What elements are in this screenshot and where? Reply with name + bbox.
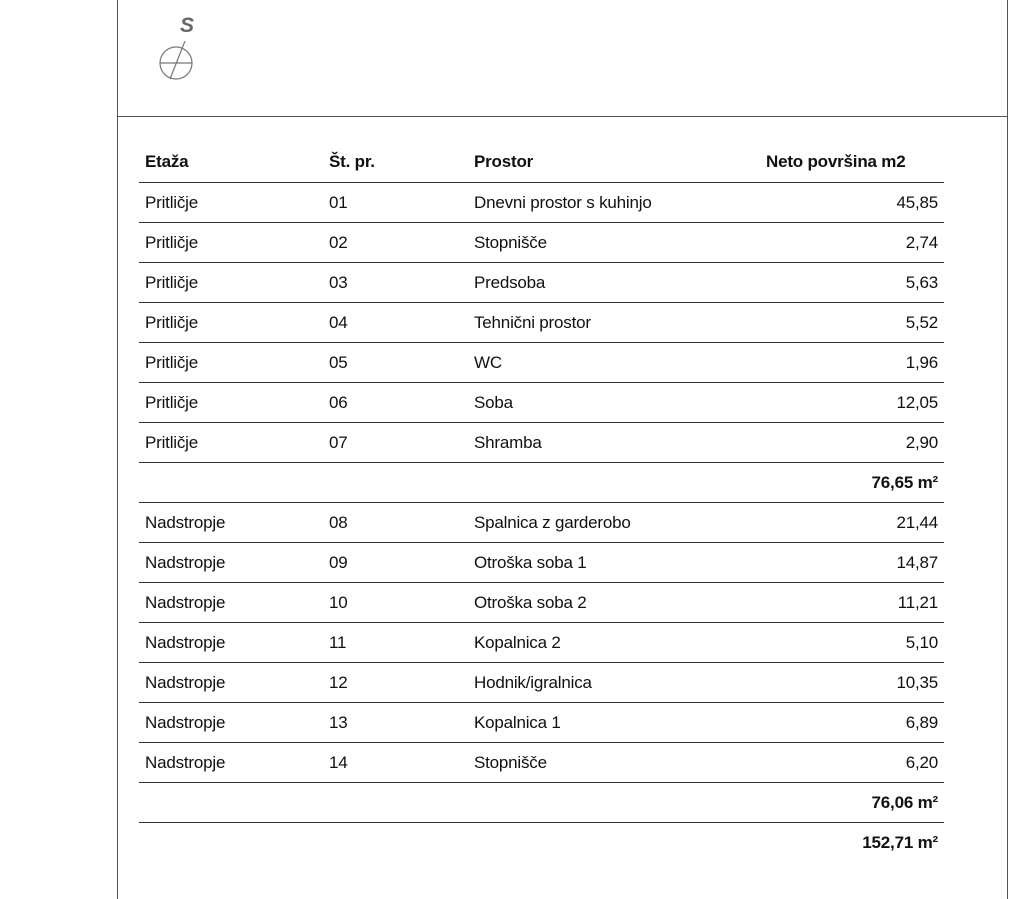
cell-etaza: Nadstropje — [139, 703, 323, 743]
cell-room-number: 01 — [323, 183, 468, 223]
cell-etaza: Nadstropje — [139, 743, 323, 783]
table-row — [139, 583, 944, 623]
cell-room-number: 04 — [323, 303, 468, 343]
table-row — [139, 543, 944, 583]
cell-room-name: Otroška soba 1 — [468, 543, 760, 583]
cell-room-name: Dnevni prostor s kuhinjo — [468, 183, 760, 223]
cell-room-name: Shramba — [468, 423, 760, 463]
empty-cell — [468, 463, 760, 503]
cell-room-name: Predsoba — [468, 263, 760, 303]
cell-net-area: 5,10 — [760, 623, 944, 663]
table-row — [139, 183, 944, 223]
table-row — [139, 263, 944, 303]
cell-net-area: 45,85 — [760, 183, 944, 223]
table-row — [139, 663, 944, 703]
empty-cell — [139, 783, 323, 823]
table-row — [139, 503, 944, 543]
cell-room-name: Otroška soba 2 — [468, 583, 760, 623]
cell-etaza: Pritličje — [139, 383, 323, 423]
empty-cell — [323, 783, 468, 823]
cell-etaza: Nadstropje — [139, 663, 323, 703]
cell-room-number: 06 — [323, 383, 468, 423]
subtotal-value: 76,65 m² — [760, 463, 944, 503]
cell-room-name: Stopnišče — [468, 223, 760, 263]
cell-net-area: 2,74 — [760, 223, 944, 263]
cell-etaza: Pritličje — [139, 423, 323, 463]
header-divider — [117, 116, 1008, 117]
table-row — [139, 743, 944, 783]
cell-etaza: Pritličje — [139, 303, 323, 343]
empty-cell — [323, 463, 468, 503]
cell-etaza: Pritličje — [139, 343, 323, 383]
cell-etaza: Nadstropje — [139, 583, 323, 623]
table-row — [139, 623, 944, 663]
north-arrow — [158, 14, 208, 94]
cell-net-area: 11,21 — [760, 583, 944, 623]
cell-net-area: 6,89 — [760, 703, 944, 743]
header-room-name: Prostor — [468, 142, 760, 183]
cell-etaza: Nadstropje — [139, 503, 323, 543]
cell-net-area: 12,05 — [760, 383, 944, 423]
cell-room-number: 05 — [323, 343, 468, 383]
subtotal-row — [139, 463, 944, 503]
cell-room-number: 07 — [323, 423, 468, 463]
cell-room-name: Kopalnica 1 — [468, 703, 760, 743]
cell-room-number: 12 — [323, 663, 468, 703]
table-row — [139, 423, 944, 463]
cell-room-number: 02 — [323, 223, 468, 263]
cell-etaza: Nadstropje — [139, 623, 323, 663]
north-arrow-label: S — [180, 14, 195, 37]
cell-room-number: 08 — [323, 503, 468, 543]
empty-cell — [323, 823, 468, 863]
header-etaza: Etaža — [139, 142, 323, 183]
cell-room-number: 13 — [323, 703, 468, 743]
subtotal-value: 76,06 m² — [760, 783, 944, 823]
cell-room-name: WC — [468, 343, 760, 383]
north-arrow-icon — [158, 41, 208, 91]
table-row — [139, 703, 944, 743]
empty-cell — [468, 783, 760, 823]
total-value: 152,71 m² — [862, 832, 938, 852]
cell-etaza: Pritličje — [139, 223, 323, 263]
table-row — [139, 383, 944, 423]
cell-net-area: 5,63 — [760, 263, 944, 303]
cell-room-name: Tehnični prostor — [468, 303, 760, 343]
cell-room-name: Stopnišče — [468, 743, 760, 783]
cell-net-area: 2,90 — [760, 423, 944, 463]
room-area-table — [139, 142, 944, 862]
total-row — [139, 823, 944, 863]
cell-net-area: 21,44 — [760, 503, 944, 543]
header-net-area: Neto površina m2 — [760, 142, 944, 183]
empty-cell — [139, 823, 323, 863]
cell-etaza: Nadstropje — [139, 543, 323, 583]
cell-net-area: 14,87 — [760, 543, 944, 583]
cell-room-name: Soba — [468, 383, 760, 423]
cell-room-name: Kopalnica 2 — [468, 623, 760, 663]
cell-room-number: 09 — [323, 543, 468, 583]
table-row — [139, 223, 944, 263]
cell-room-number: 14 — [323, 743, 468, 783]
table-row — [139, 303, 944, 343]
empty-cell — [468, 823, 760, 863]
cell-net-area: 5,52 — [760, 303, 944, 343]
table-body — [139, 183, 944, 863]
cell-room-name: Spalnica z garderobo — [468, 503, 760, 543]
subtotal-row — [139, 783, 944, 823]
cell-room-name: Hodnik/igralnica — [468, 663, 760, 703]
table-row — [139, 343, 944, 383]
header-room-number: Št. pr. — [323, 142, 468, 183]
cell-etaza: Pritličje — [139, 263, 323, 303]
cell-room-number: 03 — [323, 263, 468, 303]
cell-net-area: 1,96 — [760, 343, 944, 383]
cell-room-number: 11 — [323, 623, 468, 663]
cell-etaza: Pritličje — [139, 183, 323, 223]
empty-cell — [139, 463, 323, 503]
cell-room-number: 10 — [323, 583, 468, 623]
cell-net-area: 6,20 — [760, 743, 944, 783]
cell-net-area: 10,35 — [760, 663, 944, 703]
table-header-row — [139, 142, 944, 183]
